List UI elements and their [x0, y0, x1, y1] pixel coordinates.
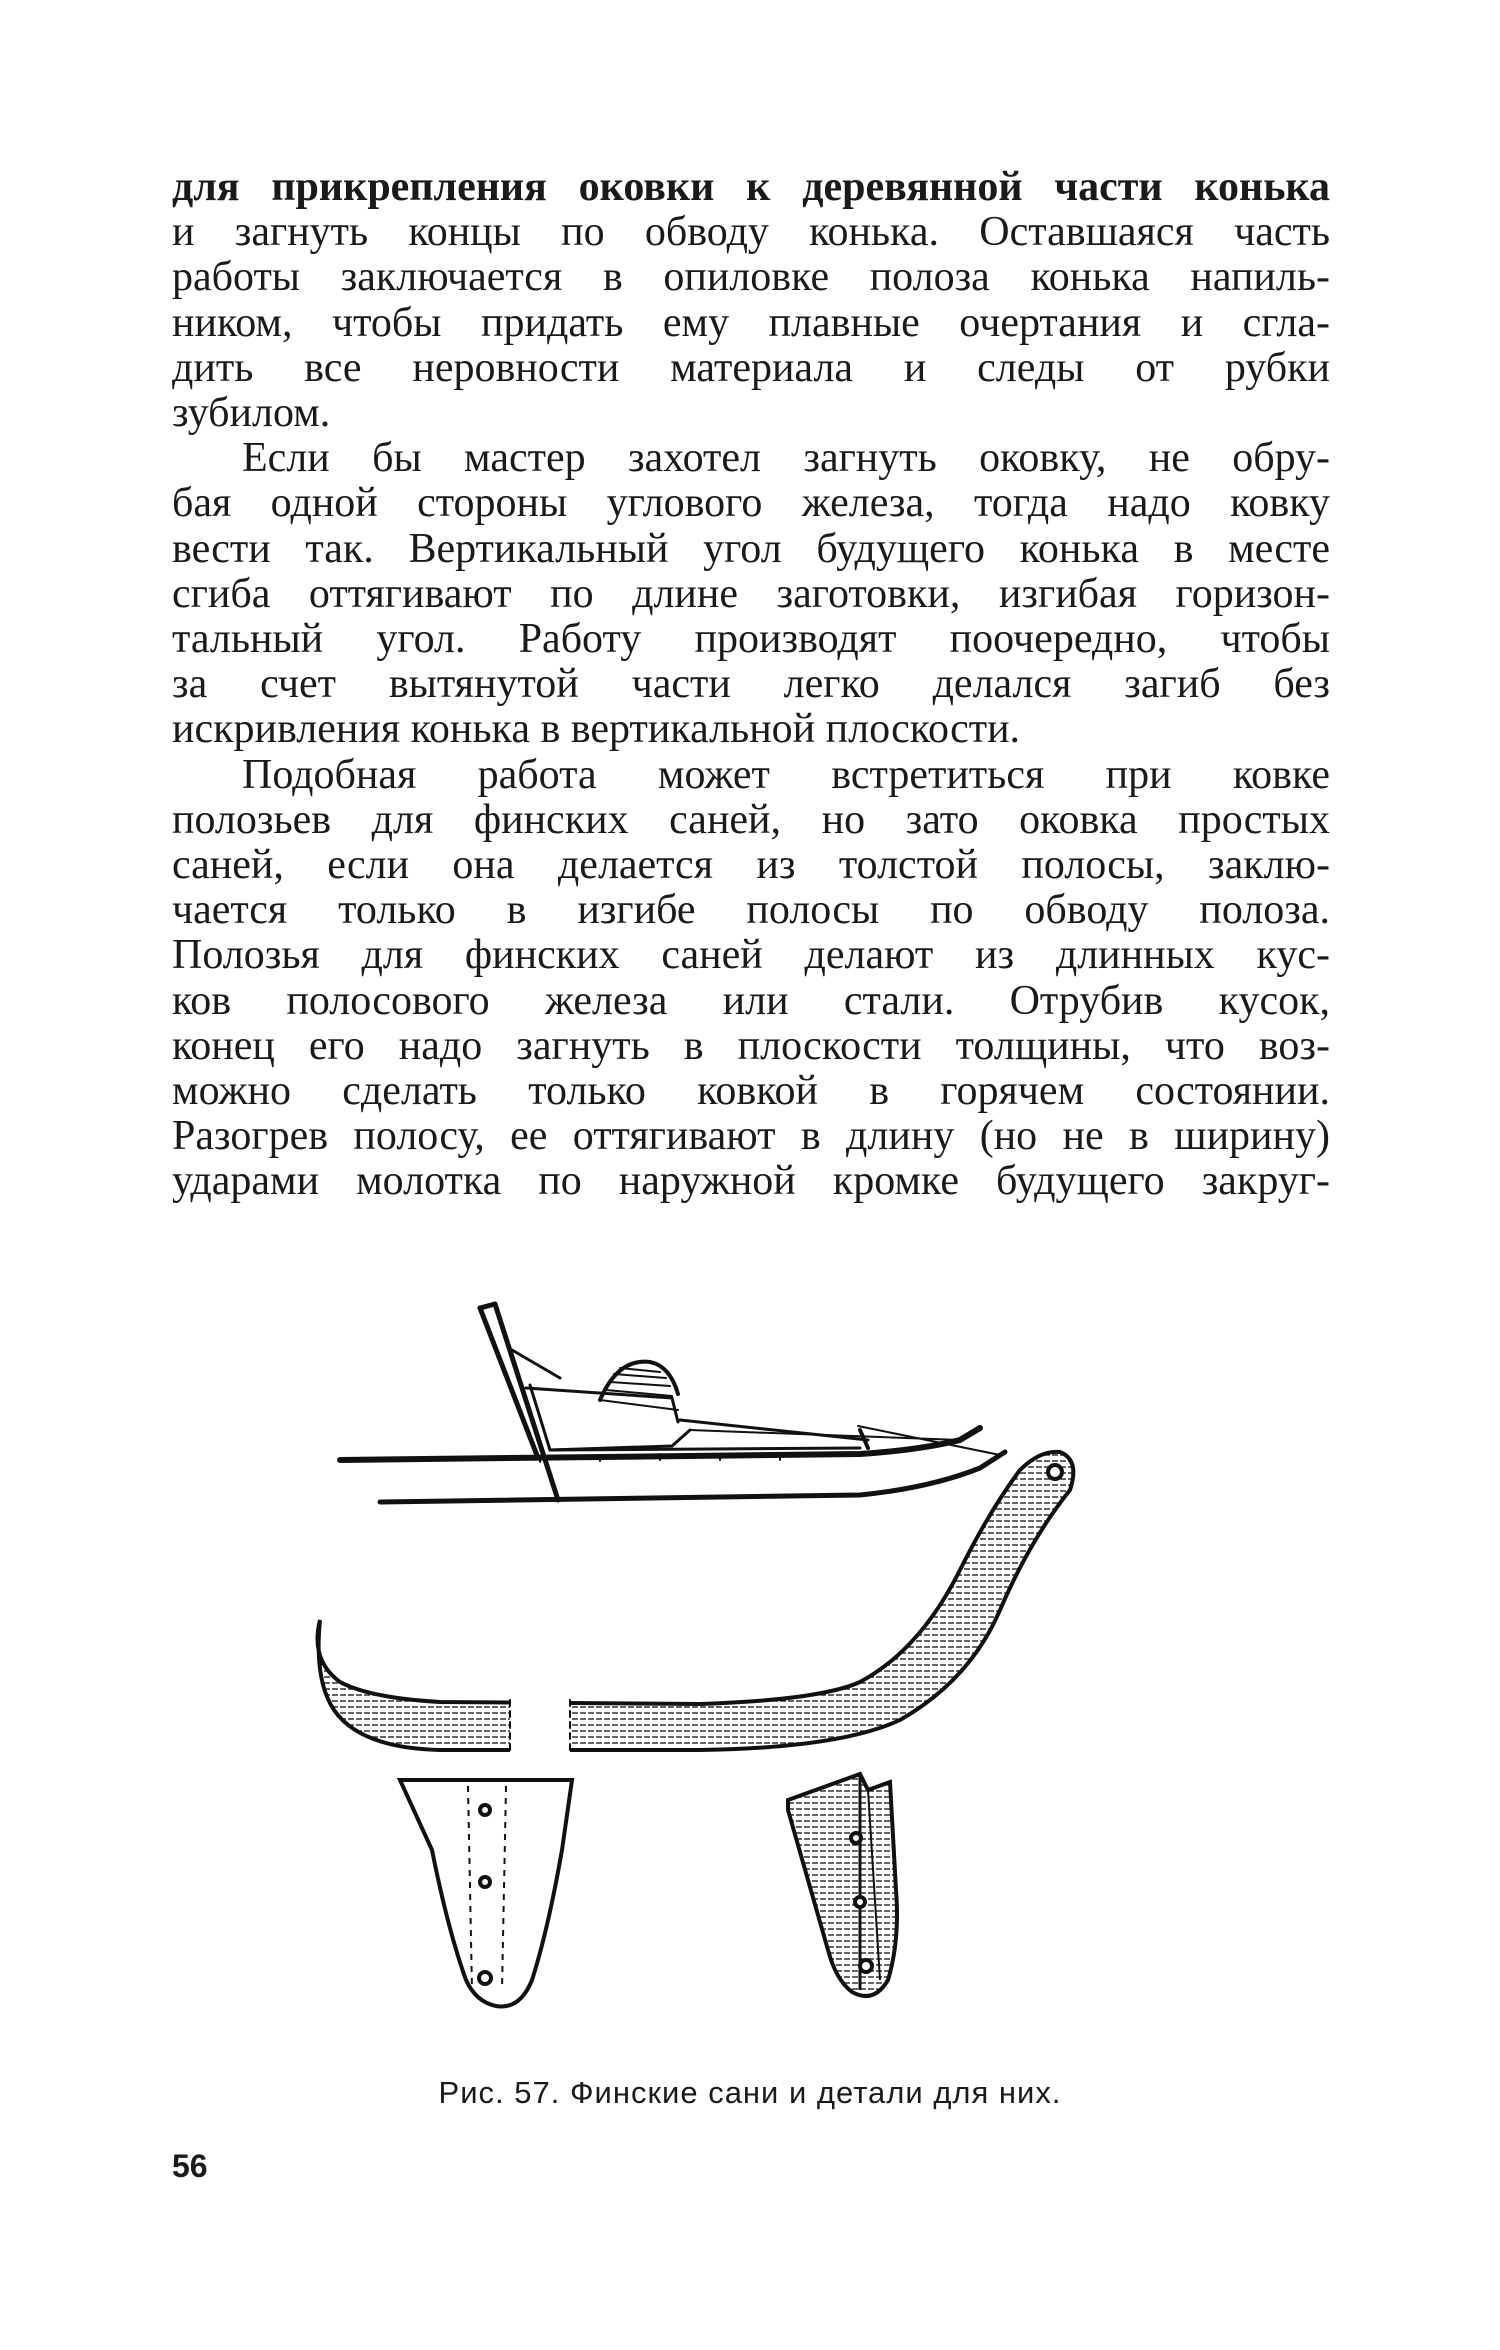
text-line: Подобная работа может встретиться при ковке: [242, 751, 1330, 798]
paragraph-1: [172, 165, 1330, 436]
plate-detail-left: [400, 1780, 572, 2006]
text-line: для прикрепления оковки к деревянной части конька: [172, 164, 1330, 210]
body-text: [172, 165, 1330, 1205]
text-line: бая одной стороны углового железа, тогда надо ковку: [172, 480, 1330, 527]
text-line: работы заключается в опиловке полоза конька напиль-: [172, 254, 1330, 301]
text-line: тальный угол. Работу производят поочередно, чтобы: [172, 616, 1330, 663]
sled-drawing: [340, 1304, 1005, 1502]
paragraph-3: [172, 753, 1330, 1205]
text-line: Разогрев полосу, ее оттягивают в длину (но не в ширину): [172, 1113, 1330, 1160]
text-line: ков полосового железа или стали. Отрубив кусок,: [172, 977, 1330, 1024]
text-line: конец его надо загнуть в плоскости толщины, что воз-: [172, 1022, 1330, 1069]
page-number: 56: [172, 2148, 208, 2184]
paragraph-2: [172, 436, 1330, 752]
text-line: полозьев для финских саней, но зато оковка простых: [172, 796, 1330, 843]
text-line: и загнуть концы по обводу конька. Оставшаяся часть: [172, 209, 1330, 256]
figure-caption: Рис. 57. Финские сани и детали для них.: [438, 2075, 1062, 2110]
text-line: за счет вытянутой части легко делался загиб без: [172, 661, 1330, 708]
text-line: сгиба оттягивают по длине заготовки, изгибая горизон-: [172, 570, 1330, 617]
text-line: Полозья для финских саней делают из длинных кус-: [172, 932, 1330, 979]
bracket-detail-right: [788, 1774, 897, 1996]
text-line: ударами молотка по наружной кромке будущего закруг-: [172, 1158, 1330, 1205]
text-line: ником, чтобы придать ему плавные очертания и сгла-: [172, 299, 1330, 346]
text-line: искривления конька в вертикальной плоскости.: [172, 706, 1021, 753]
text-line: чается только в изгибе полосы по обводу полоза.: [172, 887, 1330, 934]
text-line: можно сделать только ковкой в горячем состоянии.: [172, 1068, 1330, 1115]
text-line: вести так. Вертикальный угол будущего конька в месте: [172, 525, 1330, 572]
text-line: Если бы мастер захотел загнуть оковку, не обру-: [242, 435, 1330, 482]
text-line: дить все неровности материала и следы от рубки: [172, 344, 1330, 391]
text-line: зубилом.: [172, 390, 331, 437]
finnish-sled-illustration: [300, 1290, 1220, 2060]
text-line: саней, если она делается из толстой полосы, заклю-: [172, 842, 1330, 889]
